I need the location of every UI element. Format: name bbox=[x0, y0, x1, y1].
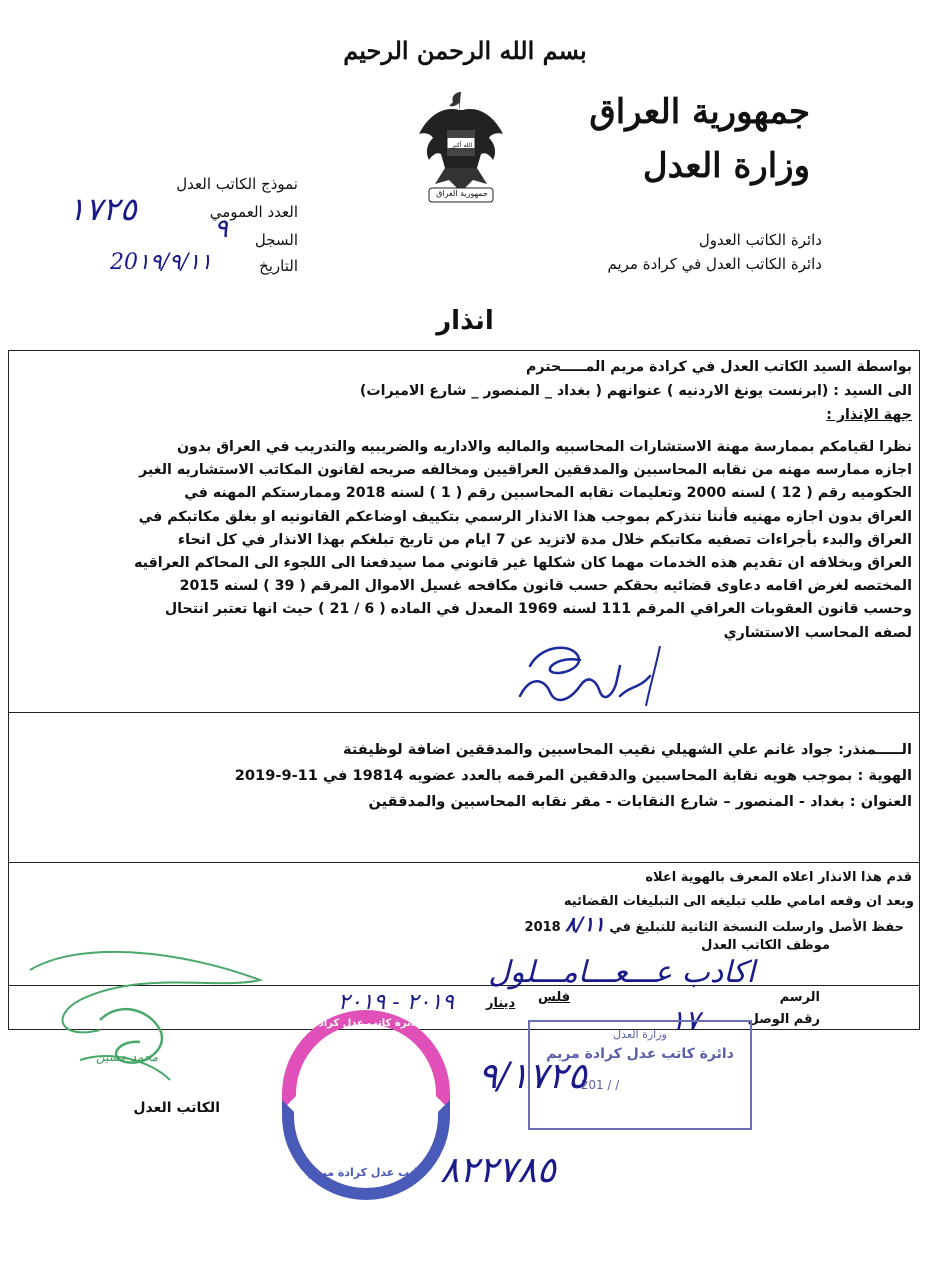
paragraph-line: العراق والبدء بأجراءات تصفيه مكاتبكم خلال مدة لاتزيد عن 7 ايام من تاريخ تبلغكم بهذا الانذار في كل انحاء bbox=[177, 531, 912, 548]
republic-title: جمهورية العراق bbox=[589, 92, 810, 132]
sender-signature bbox=[500, 636, 670, 716]
emblem-caption: جمهورية العراق bbox=[436, 189, 488, 198]
receipt-label: رقم الوصل bbox=[747, 1012, 820, 1027]
sent-year: 2018 bbox=[524, 920, 561, 935]
addressee-line: الى السيد : (ابرنست يونغ الاردنيه ) عنوانهم ( بغداد _ المنصور _ شارع الاميرات) bbox=[359, 383, 912, 399]
fee-label: الرسم bbox=[779, 990, 820, 1005]
paragraph-line: الحكوميه رقم ( 12 ) لسنه 2000 وتعليمات نقابه المحاسبين رقم ( 1 ) لسنه 2018 وممارستكم المهنه في bbox=[184, 485, 912, 502]
register-value: ٩ bbox=[214, 214, 228, 244]
address-line: العنوان : بغداد - المنصور – شارع النقابات - مقر نقابه المحاسبين والمدققين bbox=[368, 793, 912, 810]
hand-number: ٩/١٧٢٥ bbox=[478, 1056, 587, 1097]
dinar-label: دينار bbox=[486, 996, 516, 1011]
blue-seal-text: كاتب عدل كرادة مريم bbox=[307, 1166, 425, 1179]
identity-line: الهوية : بموجب هويه نقابة المحاسبين والدقفين المرقمه بالعدد عضويه 19814 في 11-9-2019 bbox=[234, 767, 912, 784]
basmala: بسم الله الرحمن الرحيم bbox=[343, 36, 587, 65]
fils-label: فلس bbox=[538, 990, 571, 1005]
blue-round-seal-icon bbox=[282, 1100, 450, 1200]
paragraph-line: المختصه لغرض اقامه دعاوى قضائيه بحقكم حسب قانون مكافحه غسيل الاموال المرقم ( 39 ) لسنه 2015 bbox=[179, 578, 912, 595]
paragraph-line: لصفه المحاسب الاستشاري bbox=[723, 624, 912, 641]
hand-date: ٢٠١٩ - ٢٠١٩ bbox=[338, 990, 454, 1015]
department-2: دائرة الكاتب العدل في كرادة مريم bbox=[607, 255, 822, 273]
employee-handwritten-name: اكادب عـــعـــامـــلول bbox=[488, 955, 755, 990]
signed-before-line: وبعد ان وقعه امامي طلب تبليغه الى التبليغات القضائيه bbox=[563, 894, 914, 909]
notifier-line: الـــــمنذر: جواد غانم علي الشهيلي نقيب المحاسبين والمدققين اضافة لوظيفتة bbox=[342, 741, 912, 758]
department-1: دائرة الكاتب العدول bbox=[698, 231, 822, 249]
general-number-value: ١٧٢٥ bbox=[68, 190, 137, 228]
form-name: نموذج الكاتب العدل bbox=[176, 175, 298, 193]
pink-seal-text: دائرة كاتب عدل كرادة مريم bbox=[312, 1018, 420, 1040]
notary-label: الكاتب العدل bbox=[133, 1100, 220, 1116]
paragraph-line: اجازه ممارسه مهنه من نقابه المحاسبين والمدققين العراقيين ومخالفه صريحه لقانون المكاتب الاستشاريه الغير bbox=[139, 462, 912, 479]
document-title: انذار bbox=[436, 306, 494, 336]
date-value: 20١٩/٩/١١ bbox=[110, 250, 212, 275]
fee-hand-value: ١٧ bbox=[670, 1004, 701, 1037]
via-notary-line: بواسطة السيد الكاتب العدل في كرادة مريم المـــــحترم bbox=[526, 359, 912, 375]
paragraph-line: العراق وبخلافه ان تقديم هذه الخدمات مهما كان شكلها غير قانوني مما سيدفعنا الى اللجوء الى المحاكم العراقيه bbox=[134, 555, 912, 572]
hand-receipt-number: ٨٢٢٧٨٥ bbox=[440, 1150, 557, 1191]
green-signature-text: محمد حسين bbox=[96, 1050, 159, 1064]
kept-original-line bbox=[300, 912, 904, 936]
register-label: السجل bbox=[254, 231, 298, 249]
submitted-line: قدم هذا الانذار اعلاه المعرف بالهوية اعلاه bbox=[645, 870, 912, 885]
green-signature-icon bbox=[20, 930, 300, 1100]
paragraph-line: نظرا لقيامكم بممارسة مهنة الاستشارات المحاسبيه والماليه والاداريه والضريبيه والتدريب في العراق بدون bbox=[176, 439, 912, 455]
separator bbox=[8, 862, 920, 863]
emblem-motto: الله أكبر bbox=[451, 142, 473, 149]
rect-stamp-line1: وزارة العدل bbox=[613, 1028, 667, 1041]
rect-stamp-date: 201 / / bbox=[580, 1078, 620, 1092]
paragraph-line: وحسب قانون العقوبات العراقي المرقم 111 لسنه 1969 المعدل في الماده ( 6 / 21 ) حيث انها تعتبر انتحال bbox=[164, 601, 912, 618]
ministry-title: وزارة العدل bbox=[642, 146, 810, 186]
sent-date-hand: ٨/١١ bbox=[565, 912, 605, 936]
separator bbox=[8, 712, 920, 713]
date-label: التاريخ bbox=[259, 257, 298, 275]
notary-employee-label: موظف الكاتب العدل bbox=[701, 938, 830, 953]
rect-stamp-line2: دائرة كاتب عدل كرادة مريم bbox=[546, 1046, 734, 1062]
notice-paragraph bbox=[16, 436, 912, 645]
general-number-label: العدد العمومي bbox=[209, 203, 298, 221]
notice-subject-heading: جهة الإنذار : bbox=[826, 407, 912, 423]
paragraph-line: العراق بدون اجازه مهنيه فأننا ننذركم بموجب هذا الانذار الرسمي بتكييف اوضاعكم القانونيه او بغلق مكاتبكم في bbox=[138, 508, 912, 525]
kept-original-text: حفظ الأصل وارسلت النسخة الثانية للتبليغ في bbox=[609, 920, 904, 935]
